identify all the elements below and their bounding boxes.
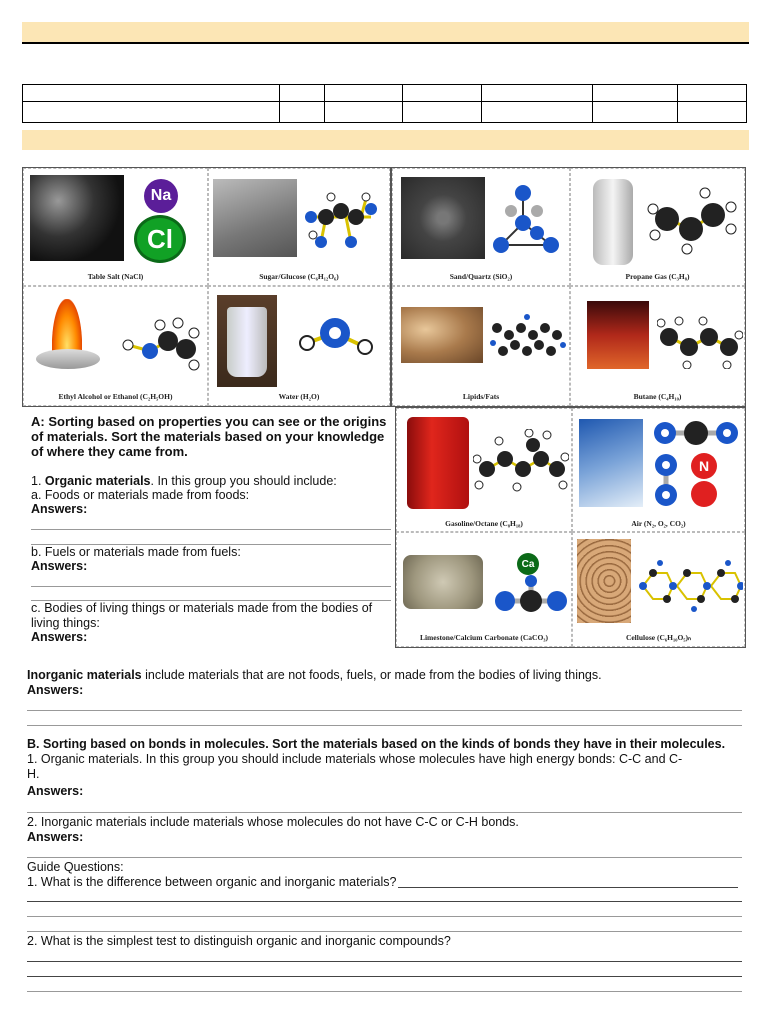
caption-propane: Propane Gas (C₃H₈)	[625, 272, 690, 281]
inorganic-paragraph	[27, 668, 747, 683]
image-grid-right-lower	[395, 407, 746, 648]
lipid-molecule-icon	[487, 313, 569, 363]
title-underline	[22, 42, 749, 44]
section-a-q1	[31, 474, 391, 489]
peanuts-photo	[401, 307, 483, 363]
caption-air: Air (N₂, O₂, CO₂)	[631, 519, 686, 528]
answer-line[interactable]	[31, 529, 391, 530]
card-butane	[570, 286, 745, 406]
ethanol-molecule-icon	[116, 315, 200, 371]
answers-label: Answers:	[31, 559, 88, 573]
card-table-salt	[23, 168, 208, 286]
caption-sand: Sand/Quartz (SiO₂)	[449, 272, 513, 281]
nitrogen-atom-2	[691, 481, 717, 507]
answer-line[interactable]	[27, 931, 742, 932]
answers-label: Answers:	[27, 784, 84, 798]
chlorine-atom: Cl	[134, 215, 186, 263]
answer-line[interactable]	[27, 901, 742, 902]
info-cell[interactable]	[403, 85, 482, 102]
card-propane	[570, 168, 745, 286]
co2-molecule-icon	[653, 419, 739, 447]
answer-line[interactable]	[27, 916, 742, 917]
section-b-q2: 2. Inorganic materials include materials whose molecules do not have C-C or C-H bonds.	[27, 815, 519, 829]
info-cell[interactable]	[678, 85, 747, 102]
propane-molecule-icon	[647, 185, 739, 255]
info-cell[interactable]	[678, 102, 747, 123]
answer-line[interactable]	[31, 586, 391, 587]
answer-line[interactable]	[27, 976, 742, 977]
caption-cellulose: Cellulose (C₆H₁₀O₅)ₙ	[625, 633, 692, 642]
propane-tank-photo	[593, 179, 633, 265]
guide-q2: 2. What is the simplest test to distinguish organic and inorganic compounds?	[27, 934, 451, 948]
n2-molecule-icon	[691, 453, 717, 507]
card-cellulose	[572, 532, 745, 647]
answer-line[interactable]	[27, 725, 742, 726]
carbonate-molecule-icon	[493, 575, 569, 615]
info-cell[interactable]	[593, 85, 678, 102]
wood-rings-photo	[577, 539, 631, 623]
q1-bold: Organic materials	[44, 474, 151, 488]
section-a-qb: b. Fuels or materials made from fuels:	[31, 545, 241, 559]
guide-q1: 1. What is the difference between organic and inorganic materials?	[27, 875, 397, 889]
answer-line[interactable]	[27, 961, 742, 962]
card-lipids	[392, 286, 570, 406]
info-cell[interactable]	[23, 102, 280, 123]
section-a-heading: A: Sorting based on properties you can see or the origins of materials. Sort the materials based on your knowledge of where they came from.	[31, 414, 387, 459]
glucose-molecule-icon	[301, 187, 383, 255]
card-ethanol	[23, 286, 208, 406]
water-glass	[227, 307, 267, 377]
guide-q1-inline-line[interactable]	[398, 887, 738, 888]
info-cell[interactable]	[280, 102, 325, 123]
ethanol-dish-photo	[36, 349, 100, 369]
caption-water: Water (H₂O)	[278, 392, 320, 401]
water-molecule-icon	[295, 315, 385, 365]
salt-photo	[30, 175, 124, 261]
card-sugar	[208, 168, 390, 286]
sugar-photo	[213, 179, 297, 257]
answer-line[interactable]	[27, 812, 742, 813]
card-air	[572, 408, 745, 532]
guide-title: Guide Questions:	[27, 860, 124, 874]
o2-molecule-icon	[653, 453, 679, 507]
nitrogen-atom: N	[691, 453, 717, 479]
info-cell[interactable]	[482, 102, 593, 123]
answers-label: Answers:	[31, 630, 88, 644]
card-water	[208, 286, 390, 406]
info-cell[interactable]	[23, 85, 280, 102]
info-cell[interactable]	[593, 102, 678, 123]
answer-line[interactable]	[27, 710, 742, 711]
caption-table-salt: Table Salt (NaCl)	[87, 272, 144, 281]
q1-number: 1.	[31, 474, 45, 488]
octane-molecule-icon	[473, 429, 569, 499]
gas-can-photo	[407, 417, 469, 509]
q1-rest: . In this group you should include:	[150, 474, 337, 488]
caption-butane: Butane (C₄H₁₀)	[633, 392, 682, 401]
caption-sugar: Sugar/Glucose (C₆H₁₂O₆)	[259, 272, 339, 281]
inorganic-bold: Inorganic materials	[27, 668, 142, 682]
inorganic-rest: include materials that are not foods, fuels, or made from the bodies of living things.	[141, 668, 602, 682]
answers-label: Answers:	[27, 830, 84, 844]
info-table	[22, 84, 747, 123]
title-bar	[22, 22, 749, 42]
sodium-atom: Na	[144, 179, 178, 213]
info-cell[interactable]	[403, 102, 482, 123]
card-sand	[392, 168, 570, 286]
quartz-molecule-icon	[487, 183, 569, 263]
answer-line[interactable]	[27, 857, 742, 858]
answers-label: Answers:	[27, 683, 84, 697]
section-a-qa: a. Foods or materials made from foods:	[31, 488, 250, 502]
card-limestone	[396, 532, 572, 647]
caption-lipids: Lipids/Fats	[462, 392, 500, 401]
image-grid-left	[22, 167, 391, 407]
answers-label: Answers:	[31, 502, 88, 516]
card-gasoline	[396, 408, 572, 532]
image-grid-right	[391, 167, 746, 407]
answer-line[interactable]	[27, 991, 742, 992]
sand-photo	[401, 177, 485, 259]
sky-photo	[579, 419, 643, 507]
lighter-photo	[587, 301, 649, 369]
calcium-atom: Ca	[517, 553, 539, 575]
info-cell[interactable]	[325, 85, 403, 102]
section-a-qc: c. Bodies of living things or materials made from the bodies of living things:	[31, 601, 373, 630]
info-cell[interactable]	[482, 85, 593, 102]
butane-molecule-icon	[657, 313, 743, 369]
info-cell[interactable]	[325, 102, 403, 123]
section-bar	[22, 130, 749, 150]
section-b-heading: B. Sorting based on bonds in molecules. Sort the materials based on the kinds of bonds they have in their molecules.	[27, 737, 726, 751]
info-cell[interactable]	[280, 85, 325, 102]
section-b-q1: 1. Organic materials. In this group you should include materials whose molecules have high energy bonds: C-C and C-H.	[27, 752, 683, 781]
limestone-photo	[403, 555, 483, 609]
caption-limestone: Limestone/Calcium Carbonate (CaCO₃)	[419, 633, 549, 642]
caption-ethanol: Ethyl Alcohol or Ethanol (C₂H₅OH)	[58, 392, 173, 401]
cellulose-molecule-icon	[637, 559, 743, 613]
caption-gasoline: Gasoline/Octane (C₈H₁₈)	[445, 519, 523, 528]
